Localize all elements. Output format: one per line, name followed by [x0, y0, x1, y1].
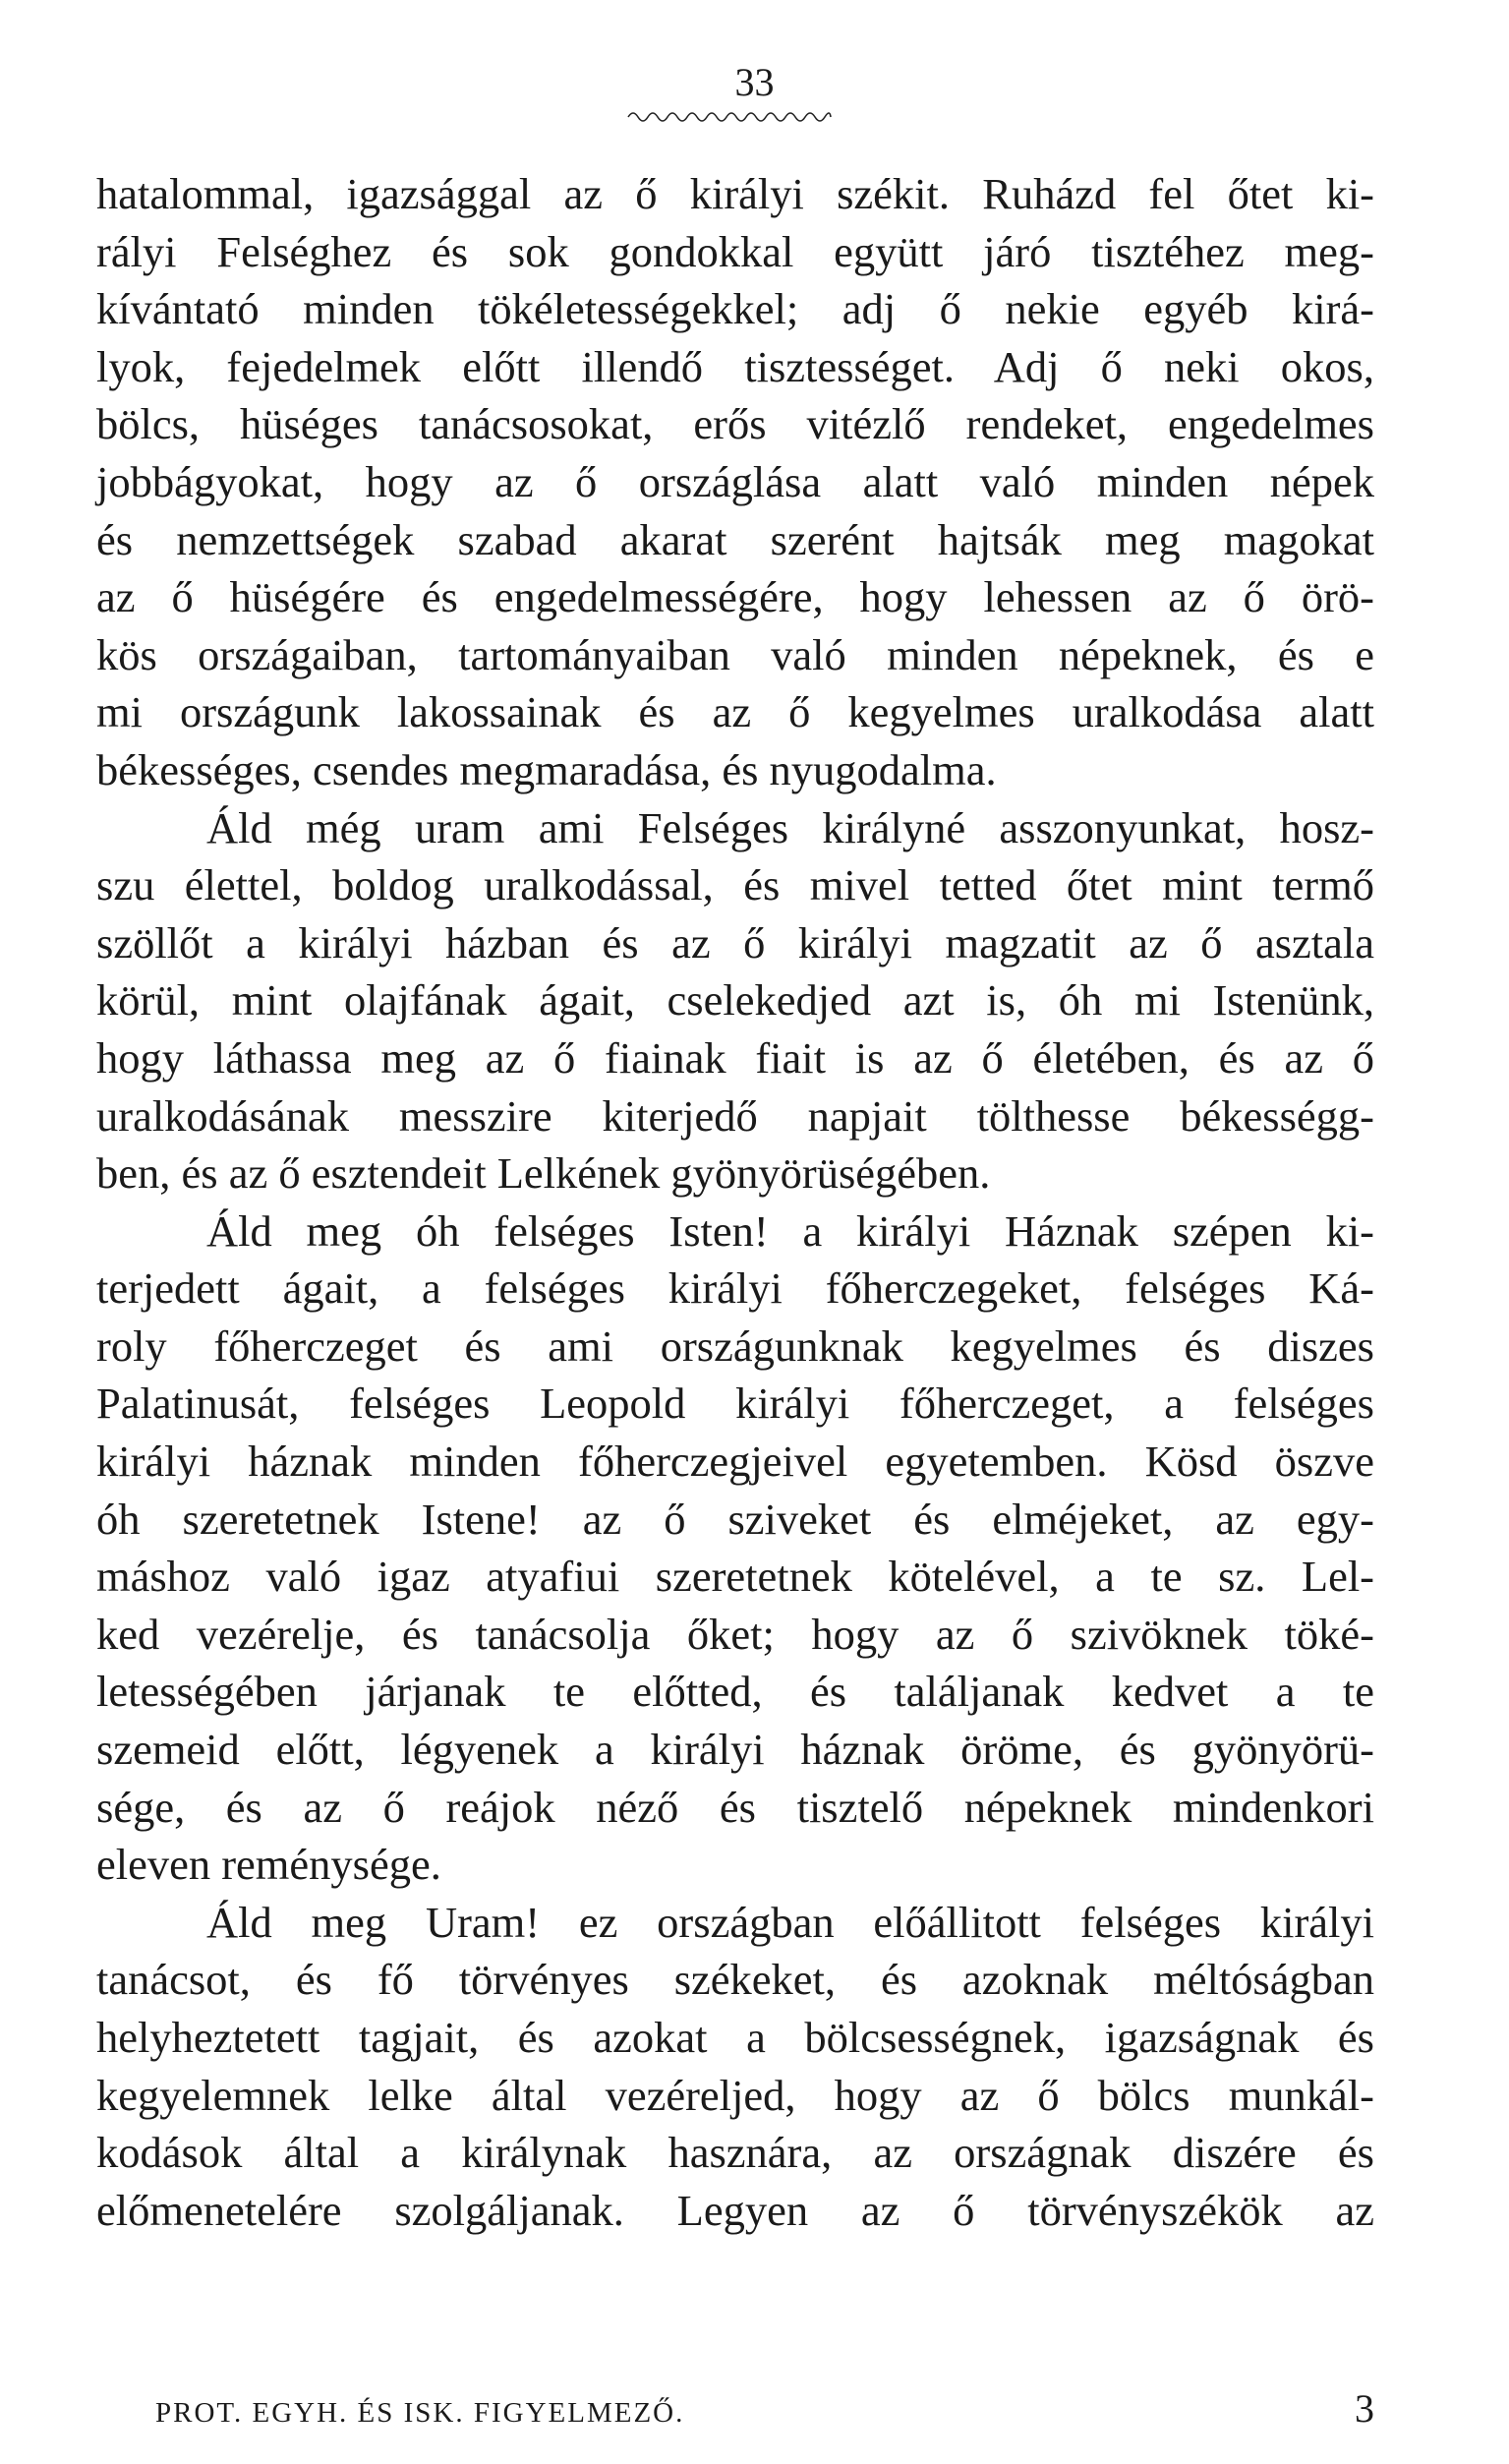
paragraph-end-line: békességes, csendes megmaradása, és nyugodalma. — [96, 744, 997, 794]
paragraph-start-line: Áld meg óh felséges Isten! a királyi Háznak szépen ki- — [206, 1205, 1374, 1256]
text-line: mi országunk lakossainak és az ő kegyelmes uralkodása alatt — [96, 687, 1374, 737]
text-line: terjedett ágait, a felséges királyi főherczegeket, felséges Ká- — [96, 1263, 1374, 1314]
text-line: roly főherczeget és ami országunknak kegyelmes és diszes — [96, 1320, 1374, 1371]
text-line: kívántató minden tökéletességekkel; adj ő nekie egyéb kirá- — [96, 284, 1374, 334]
text-line: királyi háznak minden főherczegjeivel egyetemben. Kösd öszve — [96, 1437, 1374, 1487]
text-line: helyheztetett tagjait, és azokat a bölcsességnek, igazságnak és — [96, 2013, 1374, 2062]
text-line: óh szeretetnek Istene! az ő sziveket és elméjeket, az egy- — [96, 1494, 1374, 1544]
text-line: uralkodásának messzire kiterjedő napjait tölthesse békességg- — [96, 1090, 1374, 1141]
footer-journal-title: PROT. EGYH. ÉS ISK. FIGYELMEZŐ. — [155, 2397, 685, 2429]
paragraph-end-line: ben, és az ő esztendeit Lelkének gyönyörüségében. — [96, 1148, 991, 1199]
text-line: az ő hüségére és engedelmességére, hogy lehessen az ő örö- — [96, 572, 1374, 622]
text-line: máshoz való igaz atyafiui szeretetnek kötelével, a te sz. Lel- — [96, 1552, 1374, 1602]
text-line: körül, mint olajfának ágait, cselekedjed azt is, óh mi Istenünk, — [96, 975, 1374, 1026]
text-line: kegyelemnek lelke által vezéreljed, hogy az ő bölcs munkál- — [96, 2070, 1374, 2120]
text-line: bölcs, hüséges tanácsosokat, erős vitézlő rendeket, engedelmes — [96, 399, 1374, 449]
text-line: lyok, fejedelmek előtt illendő tisztességet. Adj ő neki okos, — [96, 341, 1374, 391]
text-line: előmenetelére szolgáljanak. Legyen az ő törvényszékök az — [96, 2185, 1374, 2235]
paragraph-start-line: Áld meg Uram! ez országban előállitott felséges királyi — [206, 1897, 1374, 1947]
page-footer — [155, 2387, 1374, 2436]
wavy-rule-ornament — [626, 106, 833, 124]
text-line: Palatinusát, felséges Leopold királyi főherczeget, a felséges — [96, 1379, 1374, 1429]
text-line: tanácsot, és fő törvényes székeket, és azoknak méltóságban — [96, 1955, 1374, 2005]
paragraph-start-line: Áld még uram ami Felséges királyné asszonyunkat, hosz- — [206, 802, 1374, 852]
text-line: jobbágyokat, hogy az ő országlása alatt való minden népek — [96, 456, 1374, 506]
text-line: ked vezérelje, és tanácsolja őket; hogy az ő szivöknek töké- — [96, 1609, 1374, 1659]
text-line: szöllőt a királyi házban és az ő királyi magzatit az ő asztala — [96, 917, 1374, 968]
paragraph-end-line: eleven reménysége. — [96, 1840, 441, 1890]
text-line: és nemzettségek szabad akarat szerént hajtsák meg magokat — [96, 514, 1374, 564]
signature-mark: 3 — [1355, 2386, 1374, 2431]
text-line: kodások által a királynak hasznára, az országnak diszére és — [96, 2128, 1374, 2178]
body-text — [96, 165, 1374, 2239]
text-line: letességében járjanak te előtted, és találjanak kedvet a te — [96, 1667, 1374, 1717]
text-line: sége, és az ő reájok néző és tisztelő népeknek mindenkori — [96, 1782, 1374, 1832]
text-line: kös országaiban, tartományaiban való minden népeknek, és e — [96, 629, 1374, 679]
text-line: szemeid előtt, légyenek a királyi háznak öröme, és gyönyörü- — [96, 1725, 1374, 1775]
text-line: szu élettel, boldog uralkodással, és mivel tetted őtet mint termő — [96, 860, 1374, 910]
text-line: hogy láthassa meg az ő fiainak fiait is az ő életében, és az ő — [96, 1032, 1374, 1083]
page-number: 33 — [734, 60, 775, 104]
text-line: rályi Felséghez és sok gondokkal együtt járó tisztéhez meg- — [96, 226, 1374, 276]
text-line: hatalommal, igazsággal az ő királyi székit. Ruházd fel őtet ki- — [96, 169, 1374, 218]
